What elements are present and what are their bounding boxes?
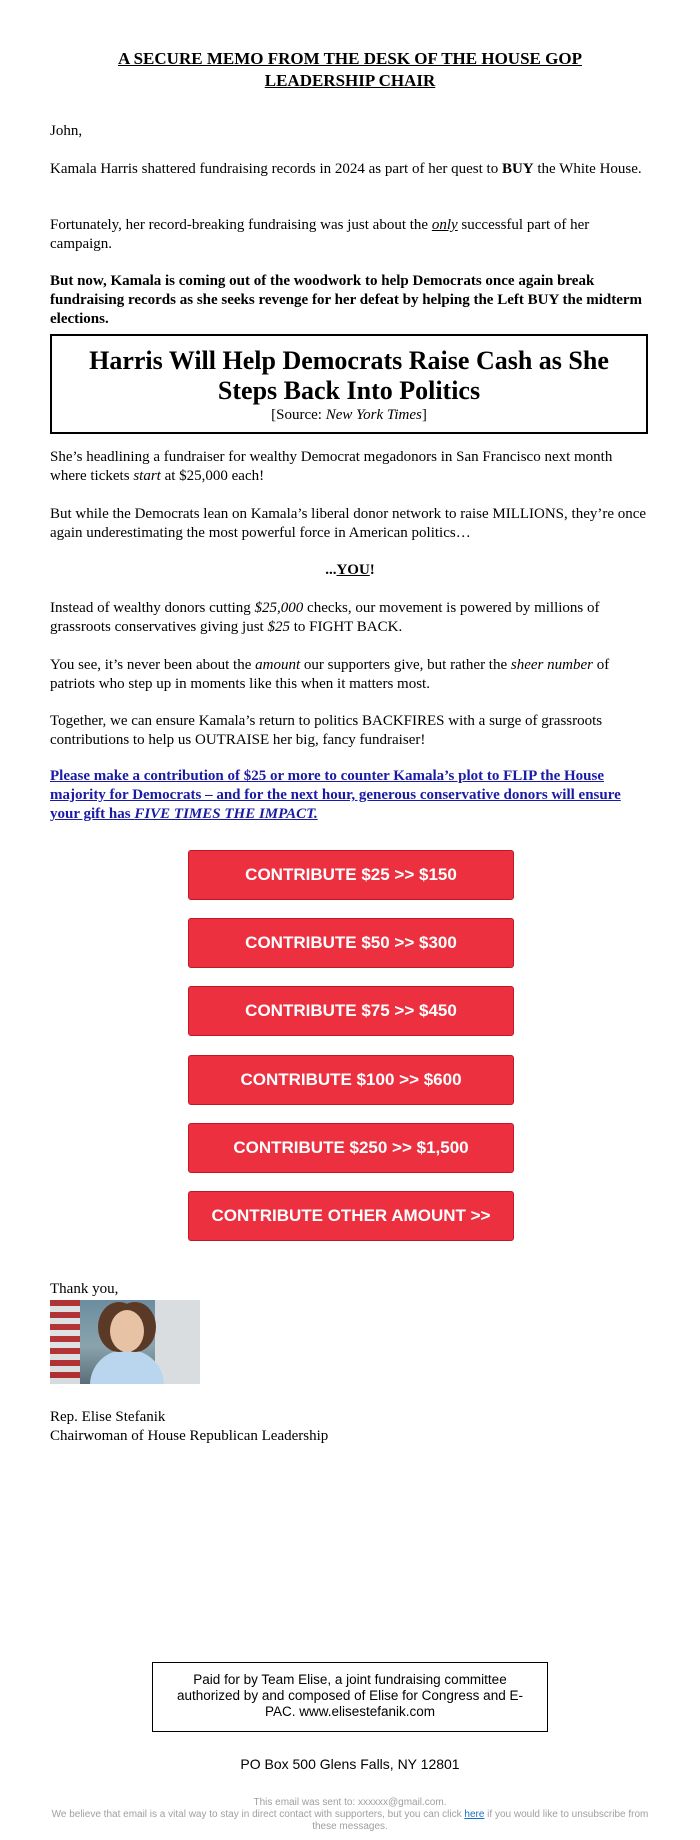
paragraph-2: Fortunately, her record-breaking fundraising was just about the only successful part of her campaign.	[50, 217, 590, 252]
paragraph-1: Kamala Harris shattered fundraising records in 2024 as part of her quest to BUY the White House.	[50, 161, 642, 177]
paragraph-5: But while the Democrats lean on Kamala’s liberal donor network to raise MILLIONS, they’re once again underestimating the most powerful force in American politics…	[50, 506, 647, 541]
news-headline: Harris Will Help Democrats Raise Cash as She Steps Back Into Politics	[89, 346, 609, 405]
contribute-other-button[interactable]: CONTRIBUTE OTHER AMOUNT >>	[188, 1191, 514, 1241]
signer-photo	[50, 1300, 200, 1384]
contribute-50-button[interactable]: CONTRIBUTE $50 >> $300	[188, 918, 514, 968]
paragraph-8: You see, it’s never been about the amount our supporters give, but rather the sheer number of patriots who step up in moments like this when it matters most.	[50, 657, 610, 692]
flag-graphic	[50, 1300, 80, 1384]
signer-title: Chairwoman of House Republican Leadership	[50, 1428, 329, 1444]
sent-to-notice: This email was sent to: xxxxxx@gmail.com.	[253, 1797, 447, 1808]
greeting: John,	[50, 123, 83, 139]
paragraph-4: She’s headlining a fundraiser for wealthy Democrat megadonors in San Francisco next month where tickets start at $25,000 each!	[50, 449, 613, 484]
unsubscribe-notice: We believe that email is a vital way to stay in direct contact with supporters, but you can click here if you would like to unsubscribe from these messages.	[51, 1809, 649, 1832]
unsubscribe-link[interactable]: here	[464, 1809, 485, 1820]
news-source: [Source: New York Times]	[271, 407, 427, 423]
cta-paragraph	[50, 767, 650, 824]
paragraph-7: Instead of wealthy donors cutting $25,000 checks, our movement is powered by millions of grassroots conservatives giving just $25 to FIGHT BACK.	[50, 600, 600, 635]
signoff: Thank you,	[50, 1281, 119, 1297]
news-headline-box	[50, 334, 648, 434]
paragraph-you: ...YOU!	[325, 562, 375, 578]
mailing-address: PO Box 500 Glens Falls, NY 12801	[240, 1756, 460, 1772]
contribute-100-button[interactable]: CONTRIBUTE $100 >> $600	[188, 1055, 514, 1105]
paragraph-9: Together, we can ensure Kamala’s return to politics BACKFIRES with a surge of grassroots contributions to help us OUTRAISE her big, fancy fundraiser!	[50, 713, 603, 748]
contribute-25-button[interactable]: CONTRIBUTE $25 >> $150	[188, 850, 514, 900]
contribute-link[interactable]: Please make a contribution of $25 or more to counter Kamala’s plot to FLIP the House majority for Democrats – and for the next hour, generous conservative donors will ensure your gift has FIVE TIMES THE IMPACT.	[50, 768, 621, 822]
paid-for-disclaimer: Paid for by Team Elise, a joint fundraising committee authorized by and composed of Elise for Congress and E-PAC. www.elisestefanik.com	[152, 1662, 548, 1732]
memo-title: A SECURE MEMO FROM THE DESK OF THE HOUSE GOP LEADERSHIP CHAIR	[118, 49, 582, 90]
contribute-75-button[interactable]: CONTRIBUTE $75 >> $450	[188, 986, 514, 1036]
paragraph-3: But now, Kamala is coming out of the woodwork to help Democrats once again break fundraising records as she seeks revenge for her defeat by helping the Left BUY the midterm elections.	[50, 273, 643, 327]
signer-name: Rep. Elise Stefanik	[50, 1409, 166, 1425]
contribute-250-button[interactable]: CONTRIBUTE $250 >> $1,500	[188, 1123, 514, 1173]
